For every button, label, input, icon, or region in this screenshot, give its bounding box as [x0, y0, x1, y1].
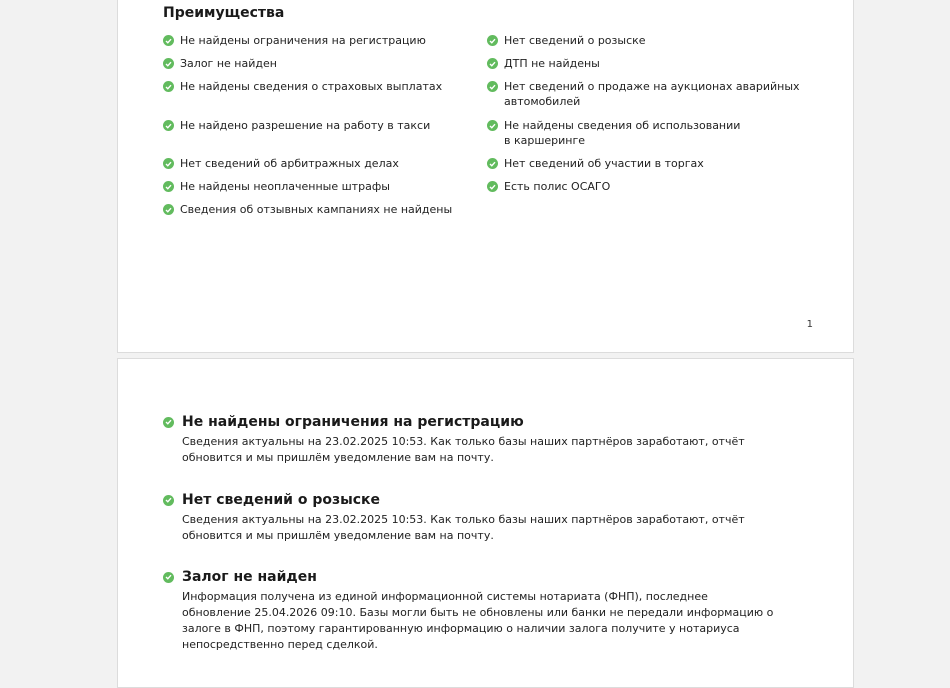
detail-section — [163, 569, 783, 653]
advantage-label: Нет сведений об арбитражных делах — [180, 157, 399, 170]
check-circle-icon — [487, 81, 498, 92]
check-circle-icon — [163, 120, 174, 131]
advantage-item — [163, 156, 473, 171]
check-circle-icon — [487, 58, 498, 69]
advantage-item — [163, 79, 473, 94]
check-circle-icon — [487, 35, 498, 46]
advantage-item — [163, 179, 473, 194]
advantage-label: Залог не найден — [180, 57, 277, 70]
page-number: 1 — [806, 319, 813, 330]
check-circle-icon — [163, 35, 174, 46]
detail-section — [163, 414, 783, 466]
advantage-label: Не найдены неоплаченные штрафы — [180, 180, 390, 193]
advantage-item — [163, 33, 473, 48]
advantage-item — [163, 202, 473, 217]
check-circle-icon — [163, 81, 174, 92]
detail-text: Сведения актуальны на 23.02.2025 10:53. Как только базы наших партнёров заработают, отчёт обновится и мы пришлём уведомление вам на почту. — [182, 513, 745, 542]
check-circle-icon — [163, 204, 174, 215]
report-page-1 — [117, 0, 854, 353]
advantage-item — [163, 56, 473, 71]
advantage-label: Не найдено разрешение на работу в такси — [180, 119, 431, 132]
detail-header — [163, 414, 783, 430]
advantage-item — [163, 118, 473, 133]
advantage-label: ДТП не найдены — [504, 57, 600, 70]
advantage-item — [487, 79, 817, 109]
advantage-item — [487, 156, 817, 171]
advantages-right-column — [487, 33, 817, 194]
advantage-label: Не найдены ограничения на регистрацию — [180, 34, 426, 47]
check-circle-icon — [163, 58, 174, 69]
advantage-label: Нет сведений о продаже на аукционах аварийных автомобилей — [504, 80, 800, 108]
advantages-title: Преимущества — [163, 5, 285, 21]
detail-title: Нет сведений о розыске — [182, 492, 381, 508]
advantage-label: Есть полис ОСАГО — [504, 180, 611, 193]
check-circle-icon — [487, 120, 498, 131]
detail-text: Информация получена из единой информационной системы нотариата (ФНП), последнее обновление 25.04.2026 09:10. Базы могли быть не обновлены или банки не передали информацию о залоге в ФНП, поэтому гарантированную информацию о наличии залога получите у нотариуса непосредственно перед сделкой. — [182, 590, 774, 651]
detail-header — [163, 569, 783, 585]
advantage-item — [487, 33, 817, 48]
advantage-item — [487, 56, 817, 71]
check-circle-icon — [163, 495, 174, 506]
advantage-label: Не найдены сведения об использовании в каршеринге — [504, 119, 741, 147]
check-circle-icon — [163, 572, 174, 583]
advantages-left-column — [163, 33, 473, 217]
detail-title: Не найдены ограничения на регистрацию — [182, 414, 524, 430]
check-circle-icon — [487, 158, 498, 169]
advantage-label: Нет сведений об участии в торгах — [504, 157, 704, 170]
check-circle-icon — [163, 417, 174, 428]
advantage-item — [487, 118, 817, 148]
detail-text: Сведения актуальны на 23.02.2025 10:53. Как только базы наших партнёров заработают, отчёт обновится и мы пришлём уведомление вам на почту. — [182, 435, 745, 464]
advantage-label: Нет сведений о розыске — [504, 34, 646, 47]
advantage-label: Не найдены сведения о страховых выплатах — [180, 80, 443, 93]
check-circle-icon — [163, 181, 174, 192]
check-circle-icon — [487, 181, 498, 192]
detail-header — [163, 492, 783, 508]
detail-section — [163, 492, 783, 544]
advantage-label: Сведения об отзывных кампаниях не найдены — [180, 203, 453, 216]
advantage-item — [487, 179, 817, 194]
check-circle-icon — [163, 158, 174, 169]
detail-title: Залог не найден — [182, 569, 317, 585]
report-page-2 — [117, 358, 854, 688]
